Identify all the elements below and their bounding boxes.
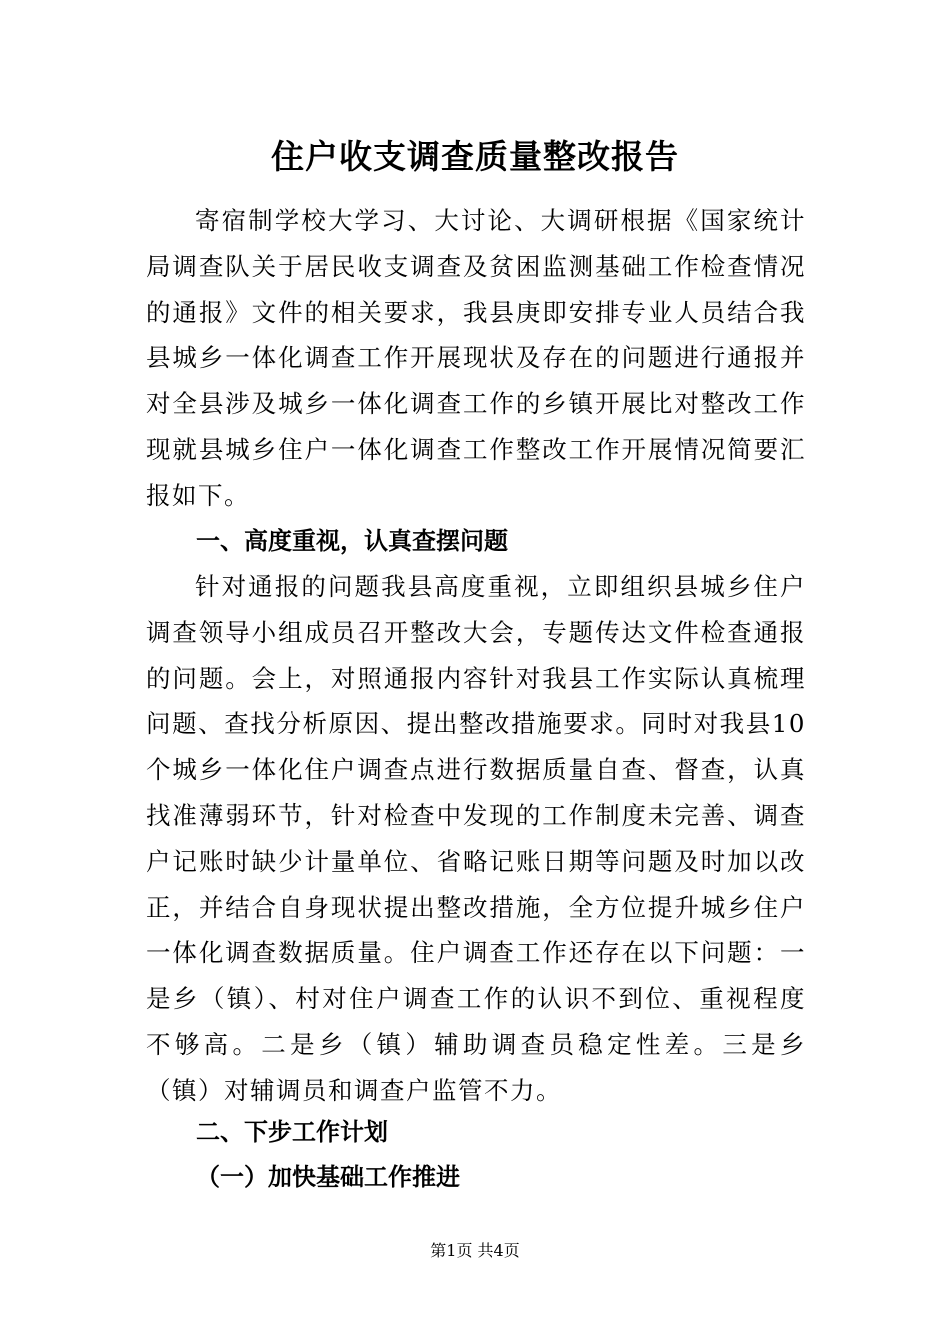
page-footer: 第1页 共4页: [430, 1241, 520, 1260]
section-heading-2: 二、下步工作计划: [196, 1118, 388, 1146]
paragraph-intro: 寄宿制学校大学习、大讨论、大调研根据《国家统计局调查队关于居民收支调查及贫困监测基础工作检查情况的通报》文件的相关要求，我县庚即安排专业人员结合我县城乡一体化调查工作开展现状及存在的问题进行通报并对全县涉及城乡一体化调查工作的乡镇开展比对整改工作现就县城乡住户一体化调查工作整改工作开展情况简要汇报如下。: [146, 206, 806, 510]
paragraph-section-1: 针对通报的问题我县高度重视，立即组织县城乡住户调查领导小组成员召开整改大会，专题传达文件检查通报的问题。会上，对照通报内容针对我县工作实际认真梳理问题、查找分析原因、提出整改措施要求。同时对我县10个城乡一体化住户调查点进行数据质量自查、督查，认真找准薄弱环节，针对检查中发现的工作制度未完善、调查户记账时缺少计量单位、省略记账日期等问题及时加以改正，并结合自身现状提出整改措施，全方位提升城乡住户一体化调查数据质量。住户调查工作还存在以下问题：一是乡（镇）、村对住户调查工作的认识不到位、重视程度不够高。二是乡（镇）辅助调查员稳定性差。三是乡（镇）对辅调员和调查户监管不力。: [146, 572, 806, 1105]
section-heading-1: 一、高度重视，认真查摆问题: [196, 527, 508, 555]
document-title: 住户收支调查质量整改报告: [271, 137, 679, 176]
subsection-heading-1: （一）加快基础工作推进: [196, 1163, 460, 1191]
